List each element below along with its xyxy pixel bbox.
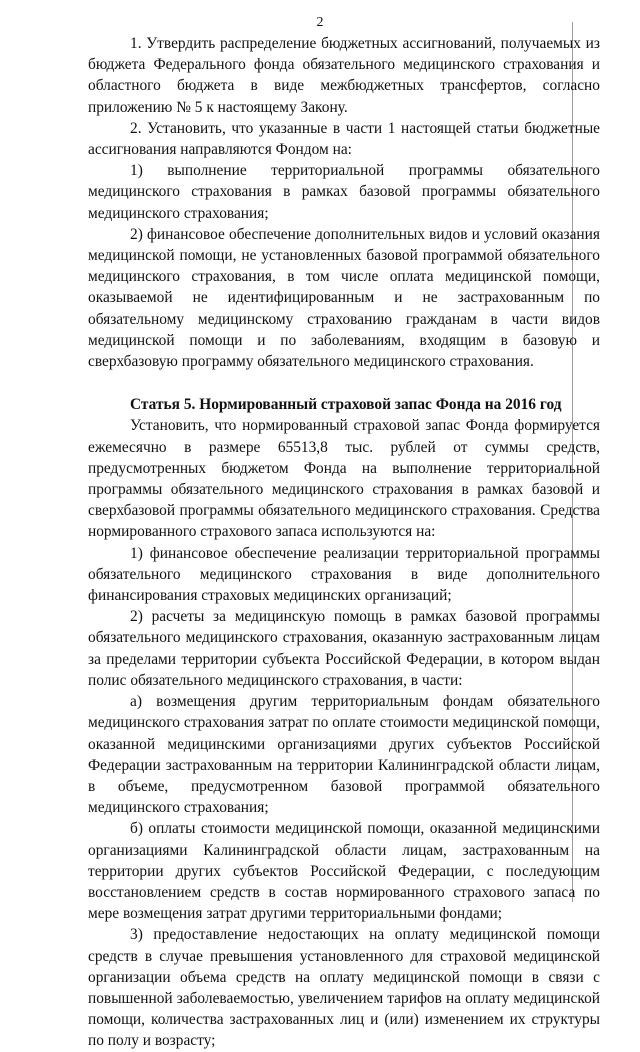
list-item-1-territorial-program: 1) выполнение территориальной программы обязательного медицинского страхования в рамках базовой программы обязательного медицинского страхования;	[88, 162, 600, 222]
article-5-item-2: 2) расчеты за медицинскую помощь в рамках базовой программы обязательного медицинского страхования, оказанную застрахованным лицам за пределами территории субъекта Российской Федерации, в котором выдан полис обязательного медицинского страхования, в части:	[88, 608, 600, 689]
article-5-item-1: 1) финансовое обеспечение реализации территориальной программы обязательного медицинского страхования в виде дополнительного финансирования страховых медицинских организаций;	[88, 544, 600, 605]
article-5-subitem-a: а) возмещения другим территориальным фондам обязательного медицинского страхования затрат по оплате стоимости медицинской помощи, оказанной медицинскими организациями других субъектов Российской Федерации застрахованным на территории Калининградской области лицам, в объеме, предусмотренном базовой программой обязательного медицинского страхования;	[88, 693, 600, 817]
paragraph-establish-directions: 2. Установить, что указанные в части 1 настоящей статьи бюджетные ассигнования направляются Фондом на:	[88, 119, 600, 159]
article-5-subitem-b: б) оплаты стоимости медицинской помощи, оказанной медицинскими организациями Калининградской области лицам, застрахованным на территории других субъектов Российской Федерации, с последующим восстановлением средств в состав нормированного страхового запаса по мере возмещения затрат другими территориальными фондами;	[88, 820, 600, 923]
article-5-item-3: 3) предоставление недостающих на оплату медицинской помощи средств в случае превышения установленного для страховой медицинской организации объема средств на оплату медицинской помощи в связи с повышенной заболеваемостью, увеличением тарифов на оплату медицинской помощи, количества застрахованных лиц и (или) изменением их структуры по полу и возрасту;	[88, 926, 600, 1050]
page-number: 2	[316, 15, 324, 30]
article-5-paragraph-reserve: Установить, что нормированный страховой запас Фонда формируется ежемесячно в размере 65513,8 тыс. рублей от суммы средств, предусмотренных бюджетом Фонда на выполнение территориальной программы обязательного медицинского страхования в рамках базовой и сверхбазовой программы обязательного медицинского страхования. Средства нормированного страхового запаса используются на:	[88, 417, 600, 541]
paragraph-approve-distribution: 1. Утвердить распределение бюджетных ассигнований, получаемых из бюджета Федерального фонда обязательного медицинского страхования и областного бюджета в виде межбюджетных трансфертов, согласно приложению № 5 к настоящему Закону.	[88, 35, 600, 116]
article-5-heading: Статья 5. Нормированный страховой запас Фонда на 2016 год	[130, 396, 562, 414]
list-item-2-additional-funding: 2) финансовое обеспечение дополнительных видов и условий оказания медицинской помощи, не установленных базовой программой обязательного медицинского страхования, в том числе оплата медицинской помощи, оказываемой не идентифицированным и не застрахованным по обязательному медицинскому страхованию гражданам в части видов медицинской помощи и по заболеваниям, входящим в базовую и сверхбазовую программу обязательного медицинского страхования.	[88, 225, 600, 371]
document-body	[88, 33, 600, 1052]
